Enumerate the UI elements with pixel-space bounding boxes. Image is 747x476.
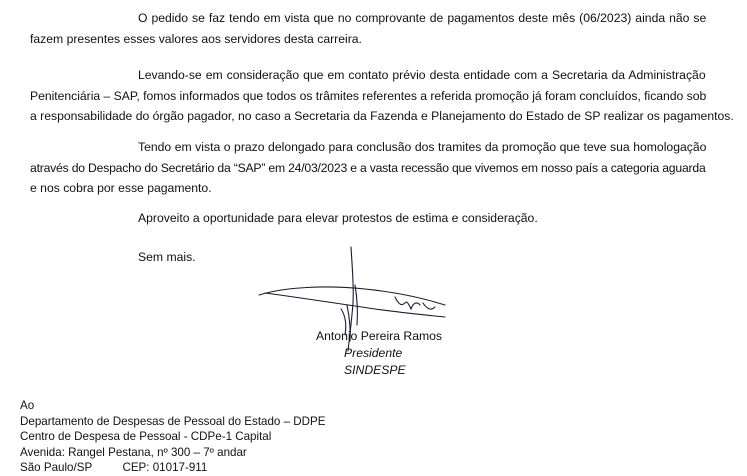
paragraph-sap-contact — [30, 65, 734, 127]
closing-line: Aproveito a oportunidade para elevar protestos de estima e consideração. — [138, 211, 538, 225]
paragraph-payment-status — [30, 8, 706, 49]
paragraph-line: O pedido se faz tendo em vista que no comprovante de pagamentos deste mês (06/2023) ainda não se — [138, 11, 707, 25]
address-city: São Paulo/SP — [20, 461, 92, 474]
sign-off: Sem mais. — [138, 250, 196, 264]
address-cep: CEP: 01017-911 — [122, 461, 208, 474]
paragraph-promotion-delay — [30, 137, 706, 199]
paragraph-line: fazem presentes esses valores aos servidores desta carreira. — [30, 31, 362, 46]
paragraph-line: a responsabilidade do órgão pagador, no caso a Secretaria da Fazenda e Planejamento do Estado de SP realizar os pagamentos. — [30, 109, 734, 123]
address-line: Avenida: Rangel Pestana, nº 300 – 7º andar — [20, 445, 247, 459]
signatory-organization: SINDESPE — [344, 363, 406, 377]
signatory-title: Presidente — [344, 346, 403, 360]
paragraph-line: Penitenciária – SAP, fomos informados que todos os trâmites referentes a referida promoção já foram concluídos, ficando sob — [30, 88, 707, 103]
address-line: Ao — [20, 399, 35, 412]
recipient-address-block — [20, 398, 325, 476]
signatory-name: Antonio Pereira Ramos — [316, 329, 442, 343]
address-line: Departamento de Despesas de Pessoal do Estado – DDPE — [20, 414, 326, 428]
address-line: Centro de Despesa de Pessoal - CDPe-1 Capital — [20, 430, 272, 443]
address-city-cep-line — [20, 460, 325, 476]
paragraph-line: através do Despacho do Secretário da “SAP” em 24/03/2023 e a vasta recessão que vivemos em nosso país a categoria aguarda — [30, 160, 706, 175]
paragraph-line: Levando-se em consideração que em contato prévio desta entidade com a Secretaria da Administração — [138, 68, 706, 82]
paragraph-line: e nos cobra por esse pagamento. — [30, 181, 212, 195]
paragraph-line: Tendo em vista o prazo delongado para conclusão dos tramites da promoção que teve sua homologação — [138, 140, 707, 154]
